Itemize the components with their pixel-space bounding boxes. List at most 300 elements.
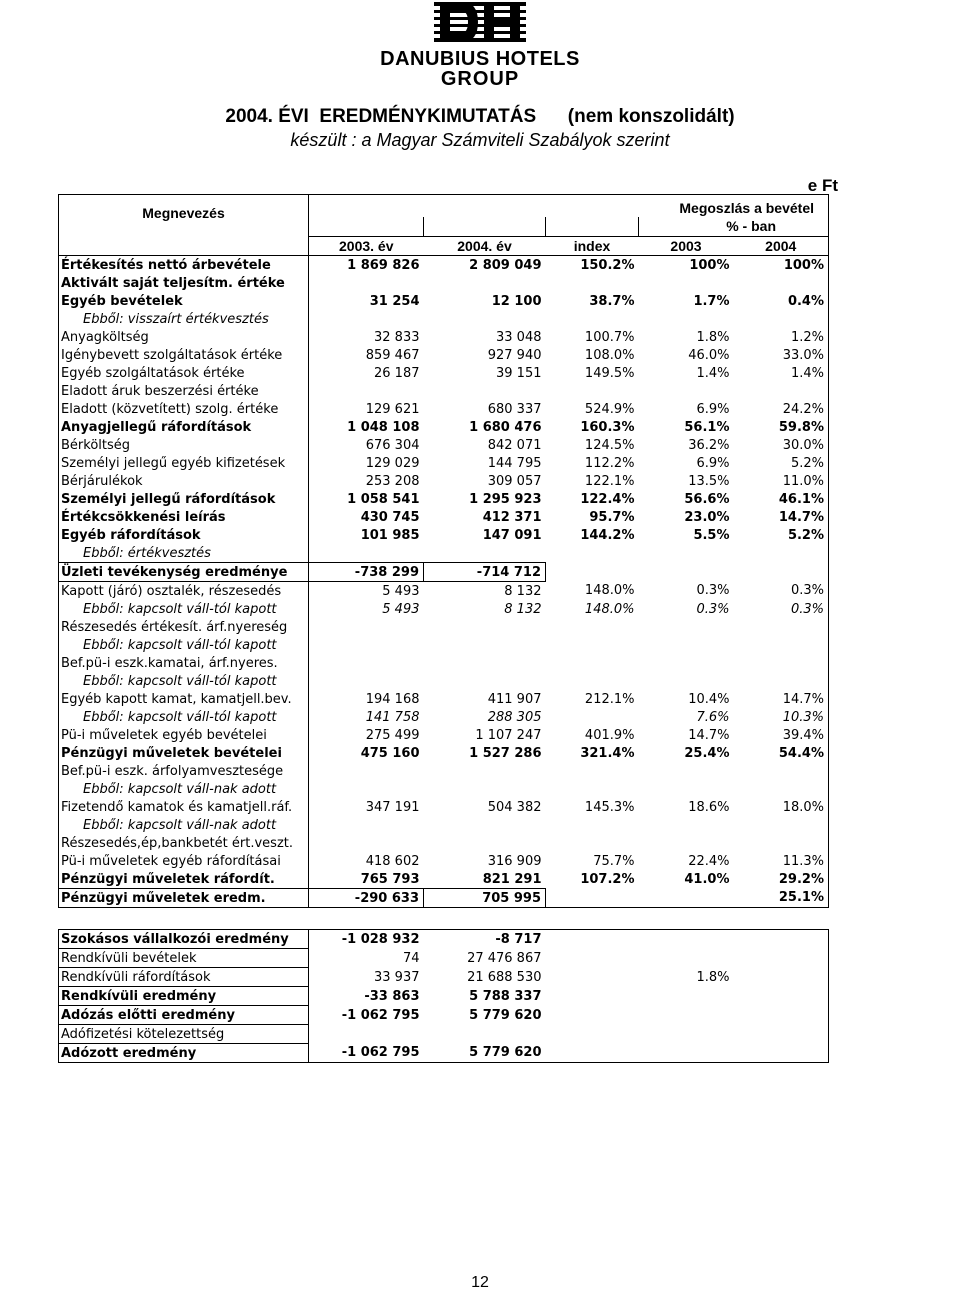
row-label: Fizetendő kamatok és kamatjell.ráf.: [59, 798, 309, 816]
row-value: [639, 987, 734, 1006]
row-value: 145.3%: [584, 799, 635, 815]
table-row: [59, 618, 829, 636]
row-value: 347 191: [365, 799, 420, 815]
table-row: [59, 454, 829, 472]
row-value: 14.7%: [688, 727, 730, 743]
row-value: 147 091: [482, 527, 542, 543]
row-value: [734, 1025, 829, 1044]
row-value: [639, 1006, 734, 1025]
row-value: 0.3%: [734, 582, 829, 601]
row-value: [309, 618, 424, 636]
row-value: 122.4%: [580, 491, 635, 507]
row-value: 13.5%: [688, 473, 730, 489]
table-row: [59, 889, 829, 908]
row-value: 54.4%: [734, 744, 829, 762]
row-value: [639, 780, 734, 798]
row-value: [424, 834, 546, 852]
row-value: -738 299: [309, 563, 424, 582]
row-value: 1.4%: [734, 364, 829, 382]
row-value: [424, 544, 546, 563]
row-value: 411 907: [487, 691, 542, 707]
section-spacer: [59, 908, 829, 930]
row-value: 39 151: [496, 365, 542, 381]
row-value: [734, 654, 829, 672]
row-value: 0.3%: [696, 601, 730, 617]
row-value: 124.5%: [584, 437, 635, 453]
row-value: 21 688 530: [467, 969, 542, 985]
row-label: Aktivált saját teljesítm. értéke: [59, 274, 309, 292]
row-value: [424, 310, 546, 328]
income-statement-table: [58, 194, 829, 1063]
row-value: [546, 1006, 639, 1025]
row-value: 1 048 108: [347, 419, 420, 435]
row-value: 1 527 286: [469, 745, 542, 761]
row-value: [639, 618, 734, 636]
row-value: 5.5%: [693, 527, 730, 543]
header-col-2003: 2003. év: [309, 237, 424, 256]
row-value: 2 809 049: [469, 257, 542, 273]
table-row: [59, 834, 829, 852]
row-value: 59.8%: [734, 418, 829, 436]
row-value: 5 788 337: [469, 988, 542, 1004]
row-value: 8 132: [504, 601, 542, 617]
row-value: [546, 544, 639, 563]
row-value: 430 745: [360, 509, 420, 525]
row-value: 33.0%: [734, 346, 829, 364]
table-row: [59, 1044, 829, 1063]
row-value: 25.4%: [684, 745, 730, 761]
row-value: 31 254: [369, 293, 420, 309]
row-value: 56.6%: [684, 491, 730, 507]
row-value: 309 057: [487, 473, 542, 489]
table-row: [59, 526, 829, 544]
row-value: 23.0%: [684, 509, 730, 525]
row-label: Anyagjellegű ráfordítások: [59, 418, 309, 436]
row-value: 5 779 620: [424, 1044, 546, 1063]
row-label: Személyi jellegű egyéb kifizetések: [59, 454, 309, 472]
table-row: [59, 600, 829, 618]
table-row: [59, 256, 829, 275]
row-value: 10.4%: [688, 691, 730, 707]
row-value: -1 062 795: [309, 1044, 424, 1063]
row-value: [309, 654, 424, 672]
row-label: Anyagköltség: [59, 328, 309, 346]
row-value: 18.0%: [734, 798, 829, 816]
row-value: 27 476 867: [467, 950, 542, 966]
row-value: 1 058 541: [347, 491, 420, 507]
row-value: 101 985: [360, 527, 420, 543]
table-row: [59, 636, 829, 654]
row-value: 108.0%: [584, 347, 635, 363]
row-value: [734, 834, 829, 852]
row-value: [734, 816, 829, 834]
row-value: 0.4%: [734, 292, 829, 310]
row-value: 12 100: [491, 293, 542, 309]
table-row: [59, 654, 829, 672]
row-value: [734, 618, 829, 636]
row-value: -1 062 795: [341, 1007, 420, 1023]
row-value: 38.7%: [589, 293, 635, 309]
row-value: [546, 1025, 639, 1044]
row-value: [546, 762, 639, 780]
row-value: [546, 618, 639, 636]
row-value: 6.9%: [696, 401, 730, 417]
row-label: Ebből: kapcsolt váll-nak adott: [59, 816, 309, 834]
table-row: [59, 292, 829, 310]
page-title: 2004. ÉVI EREDMÉNYKIMUTATÁS (nem konszolidált): [225, 106, 735, 127]
row-value: 11.0%: [734, 472, 829, 490]
row-value: [424, 816, 546, 834]
row-label: Ebből: kapcsolt váll-tól kapott: [59, 672, 309, 690]
row-label: Üzleti tevékenység eredménye: [59, 563, 309, 582]
row-label: Ebből: kapcsolt váll-tól kapott: [59, 708, 309, 726]
row-value: [424, 382, 546, 400]
page-number: 12: [471, 1274, 489, 1291]
row-value: 10.3%: [734, 708, 829, 726]
row-value: 149.5%: [584, 365, 635, 381]
row-value: 160.3%: [580, 419, 635, 435]
row-label: Részesedés értékesít. árf.nyereség: [59, 618, 309, 636]
row-value: 1.7%: [693, 293, 730, 309]
row-value: 150.2%: [580, 257, 635, 273]
table-row: [59, 1006, 829, 1025]
company-logo: [358, 0, 602, 92]
row-value: 316 909: [487, 853, 542, 869]
row-value: 14.7%: [734, 690, 829, 708]
row-label: Adózás előtti eredmény: [59, 1006, 309, 1025]
row-value: 56.1%: [684, 419, 730, 435]
header-name-label: Megnevezés: [59, 205, 309, 225]
row-value: 859 467: [365, 347, 420, 363]
row-value: 475 160: [360, 745, 420, 761]
row-value: [309, 310, 424, 328]
row-value: [639, 654, 734, 672]
row-value: 100.7%: [584, 329, 635, 345]
row-value: 253 208: [365, 473, 420, 489]
table-row: [59, 418, 829, 436]
row-value: [546, 987, 639, 1006]
row-value: 927 940: [487, 347, 542, 363]
table-row: [59, 544, 829, 563]
logo-line-1: DANUBIUS HOTELS: [380, 48, 580, 70]
row-value: 842 071: [487, 437, 542, 453]
row-value: [309, 1025, 424, 1044]
currency-unit: e Ft: [807, 176, 838, 195]
row-label: Szokásos vállalkozói eredmény: [59, 930, 309, 949]
row-value: 5 493: [382, 601, 420, 617]
row-value: [546, 834, 639, 852]
row-value: 11.3%: [734, 852, 829, 870]
row-value: [734, 636, 829, 654]
row-value: 1 295 923: [469, 491, 542, 507]
row-value: [734, 274, 829, 292]
table-row: [59, 274, 829, 292]
row-value: [424, 274, 546, 292]
row-value: 75.7%: [593, 853, 635, 869]
row-value: 821 291: [482, 871, 542, 887]
row-value: 107.2%: [580, 871, 635, 887]
row-value: [639, 563, 734, 582]
row-value: 129 621: [365, 401, 420, 417]
row-label: Pü-i műveletek egyéb bevételei: [59, 726, 309, 744]
row-label: Ebből: kapcsolt váll-tól kapott: [59, 636, 309, 654]
row-value: 275 499: [365, 727, 420, 743]
row-value: [546, 949, 639, 968]
table-row: [59, 744, 829, 762]
row-value: [734, 762, 829, 780]
row-value: 5 493: [382, 583, 420, 599]
row-label: Pénzügyi műveletek bevételei: [59, 744, 309, 762]
row-value: 112.2%: [584, 455, 635, 471]
table-row: [59, 364, 829, 382]
row-value: 144.2%: [580, 527, 635, 543]
row-value: 148.0%: [584, 583, 635, 599]
row-value: [546, 382, 639, 400]
row-value: [546, 672, 639, 690]
row-value: [309, 636, 424, 654]
row-value: [546, 563, 639, 582]
row-value: 33 048: [496, 329, 542, 345]
row-value: 1.4%: [696, 365, 730, 381]
row-value: [639, 544, 734, 563]
row-value: 504 382: [487, 799, 542, 815]
row-value: 1 107 247: [475, 727, 542, 743]
row-value: 39.4%: [734, 726, 829, 744]
row-value: -33 863: [364, 988, 420, 1004]
row-value: [309, 762, 424, 780]
row-value: 129 029: [365, 455, 420, 471]
row-value: 412 371: [482, 509, 542, 525]
row-value: 46.1%: [734, 490, 829, 508]
table-row: [59, 726, 829, 744]
row-value: [546, 708, 639, 726]
row-value: [424, 672, 546, 690]
row-value: 148.0%: [584, 601, 635, 617]
table-row: [59, 870, 829, 889]
page-subtitle: készült : a Magyar Számviteli Szabályok szerint: [290, 130, 670, 150]
row-value: [734, 1044, 829, 1063]
row-value: [734, 968, 829, 987]
row-value: 1.8%: [696, 329, 730, 345]
row-value: [309, 834, 424, 852]
row-value: 100%: [734, 256, 829, 275]
table-row: [59, 382, 829, 400]
row-value: -290 633: [309, 889, 424, 908]
row-label: Értékcsökkenési leírás: [59, 508, 309, 526]
table-row: [59, 762, 829, 780]
row-value: [546, 274, 639, 292]
row-label: Rendkívüli eredmény: [59, 987, 309, 1006]
table-row: [59, 310, 829, 328]
table-row: [59, 582, 829, 601]
row-value: [639, 949, 734, 968]
row-value: 524.9%: [584, 401, 635, 417]
row-value: 1.2%: [734, 328, 829, 346]
row-value: 288 305: [487, 709, 542, 725]
header-col-2004: 2004. év: [424, 237, 546, 256]
row-label: Ebből: visszaírt értékvesztés: [59, 310, 309, 328]
row-value: [424, 618, 546, 636]
row-label: Bef.pü-i eszk. árfolyamvesztesége: [59, 762, 309, 780]
row-label: Részesedés,ép,bankbetét ért.veszt.: [59, 834, 309, 852]
row-label: Pénzügyi műveletek eredm.: [59, 889, 309, 908]
header-col-index: index: [546, 237, 639, 256]
row-value: [546, 780, 639, 798]
dh-logo-mark-icon: [434, 2, 526, 42]
row-value: 1 869 826: [347, 257, 420, 273]
row-value: 14.7%: [734, 508, 829, 526]
row-value: [734, 930, 829, 949]
row-value: [546, 816, 639, 834]
row-value: 765 793: [360, 871, 420, 887]
row-value: [639, 889, 734, 908]
row-label: Kapott (járó) osztalék, részesedés: [59, 582, 309, 601]
row-value: [309, 274, 424, 292]
row-label: Ebből: kapcsolt váll-tól kapott: [59, 600, 309, 618]
row-value: 401.9%: [584, 727, 635, 743]
row-value: -8 717: [424, 930, 546, 949]
row-value: [424, 762, 546, 780]
table-row: [59, 1025, 829, 1044]
row-value: 36.2%: [688, 437, 730, 453]
table-row: [59, 930, 829, 949]
row-value: [546, 889, 639, 908]
table-row: [59, 346, 829, 364]
row-value: 6.9%: [696, 455, 730, 471]
row-value: 26 187: [374, 365, 420, 381]
row-value: 46.0%: [688, 347, 730, 363]
row-value: [309, 672, 424, 690]
row-value: [639, 274, 734, 292]
row-value: [639, 930, 734, 949]
row-value: 1 680 476: [469, 419, 542, 435]
row-value: 676 304: [365, 437, 420, 453]
table-row: [59, 672, 829, 690]
row-value: -714 712: [424, 563, 546, 582]
table-row: [59, 987, 829, 1006]
row-value: 0.3%: [696, 583, 730, 599]
row-label: Egyéb ráfordítások: [59, 526, 309, 544]
row-label: Rendkívüli bevételek: [59, 949, 309, 968]
row-value: 144 795: [487, 455, 542, 471]
row-value: 32 833: [374, 329, 420, 345]
header-col-share-2003: 2003: [639, 237, 734, 256]
table-row: [59, 798, 829, 816]
row-value: [546, 636, 639, 654]
row-value: [734, 780, 829, 798]
row-value: 321.4%: [580, 745, 635, 761]
row-value: [734, 1006, 829, 1025]
row-value: [309, 382, 424, 400]
row-value: [734, 672, 829, 690]
row-value: 7.6%: [696, 709, 730, 725]
row-value: 30.0%: [734, 436, 829, 454]
row-label: Pénzügyi műveletek ráfordít.: [59, 870, 309, 889]
row-value: [424, 654, 546, 672]
row-label: Adófizetési kötelezettség: [59, 1025, 309, 1044]
row-value: 29.2%: [734, 870, 829, 889]
row-value: -1 028 932: [309, 930, 424, 949]
row-value: 22.4%: [688, 853, 730, 869]
row-value: 680 337: [487, 401, 542, 417]
row-value: 100%: [689, 257, 730, 273]
row-value: [309, 816, 424, 834]
row-value: 141 758: [365, 709, 420, 725]
row-value: [734, 382, 829, 400]
row-value: 5.2%: [734, 454, 829, 472]
row-label: Eladott (közvetített) szolg. értéke: [59, 400, 309, 418]
table-row: [59, 852, 829, 870]
row-value: [546, 310, 639, 328]
row-label: Egyéb kapott kamat, kamatjell.bev.: [59, 690, 309, 708]
row-label: Pü-i műveletek egyéb ráfordításai: [59, 852, 309, 870]
row-value: 705 995: [424, 889, 546, 908]
row-value: 33 937: [374, 969, 420, 985]
row-value: 24.2%: [734, 400, 829, 418]
row-value: [734, 949, 829, 968]
row-value: 5.2%: [734, 526, 829, 544]
row-value: [309, 780, 424, 798]
row-value: [424, 780, 546, 798]
table-row: [59, 816, 829, 834]
row-label: Bérköltség: [59, 436, 309, 454]
row-value: [639, 672, 734, 690]
row-label: Bef.pü-i eszk.kamatai, árf.nyeres.: [59, 654, 309, 672]
table-row: [59, 949, 829, 968]
row-label: Egyéb bevételek: [59, 292, 309, 310]
row-value: 194 168: [365, 691, 420, 707]
row-value: 212.1%: [584, 691, 635, 707]
row-label: Adózott eredmény: [59, 1044, 309, 1063]
row-value: [546, 930, 639, 949]
row-label: Személyi jellegű ráfordítások: [59, 490, 309, 508]
row-value: [424, 1025, 546, 1044]
table-row: [59, 968, 829, 987]
row-value: [734, 987, 829, 1006]
row-value: [734, 310, 829, 328]
row-value: [639, 816, 734, 834]
row-value: [639, 636, 734, 654]
row-value: [309, 544, 424, 563]
row-value: 0.3%: [734, 600, 829, 618]
table-row: [59, 780, 829, 798]
header-share-unit: % - ban: [639, 217, 829, 237]
row-value: 5 779 620: [469, 1007, 542, 1023]
table-row: [59, 690, 829, 708]
row-value: 25.1%: [734, 889, 829, 908]
table-row: [59, 508, 829, 526]
row-label: Eladott áruk beszerzési értéke: [59, 382, 309, 400]
row-value: 95.7%: [589, 509, 635, 525]
row-label: Rendkívüli ráfordítások: [59, 968, 309, 987]
row-value: [639, 834, 734, 852]
row-value: 418 602: [365, 853, 420, 869]
logo-line-2: GROUP: [440, 68, 520, 90]
row-value: 122.1%: [584, 473, 635, 489]
table-row: [59, 400, 829, 418]
row-value: [639, 310, 734, 328]
table-row: [59, 563, 829, 582]
row-value: [639, 1044, 734, 1063]
row-value: 8 132: [504, 583, 542, 599]
row-value: [734, 563, 829, 582]
table-row: [59, 328, 829, 346]
row-value: 41.0%: [684, 871, 730, 887]
table-row: [59, 490, 829, 508]
row-value: 74: [402, 950, 420, 966]
row-label: Igénybevett szolgáltatások értéke: [59, 346, 309, 364]
header-col-share-2004: 2004: [734, 237, 829, 256]
